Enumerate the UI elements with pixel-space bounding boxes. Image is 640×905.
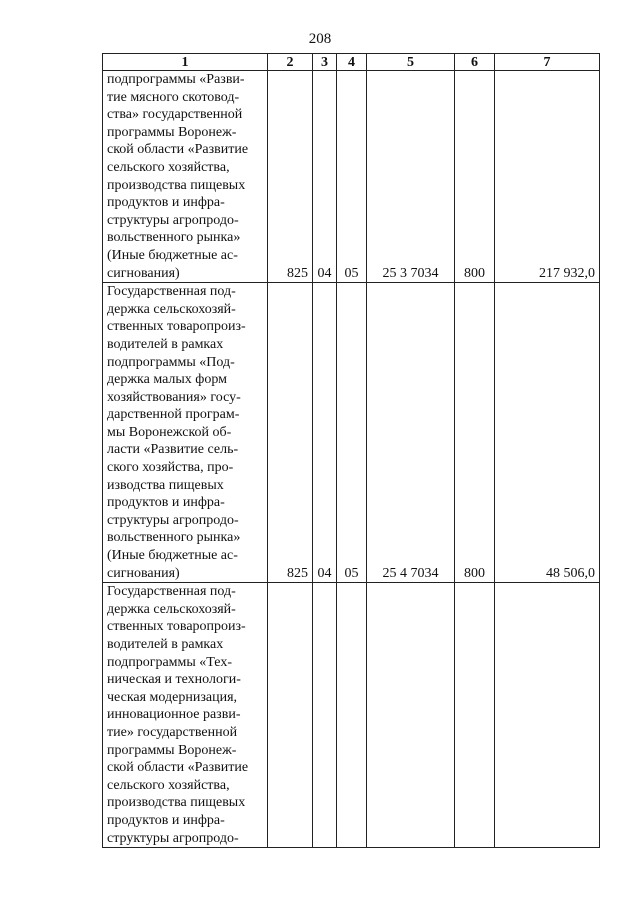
desc-line: изводства пищевых <box>107 477 224 493</box>
pr-cell: 05 <box>337 71 367 283</box>
desc-line: ческая модернизация, <box>107 689 238 705</box>
table-row <box>103 71 600 283</box>
desc-line: водителей в рамках <box>107 336 224 352</box>
col-header-6: 6 <box>455 54 495 71</box>
col-header-2: 2 <box>268 54 313 71</box>
desc-line: ственных товаропроиз- <box>107 619 246 635</box>
desc-line: сигнования) <box>107 565 180 581</box>
desc-line: сельского хозяйства, <box>107 159 230 175</box>
desc-line: сельского хозяйства, <box>107 777 230 793</box>
desc-line: вольственного рынка» <box>107 230 241 246</box>
desc-line: держка сельскохозяй- <box>107 601 236 617</box>
row-description <box>103 583 268 848</box>
rz-cell: 04 <box>313 71 337 283</box>
header-row <box>103 54 600 71</box>
desc-line: подпрограммы «Тех- <box>107 654 232 670</box>
col-header-1: 1 <box>103 54 268 71</box>
desc-line: (Иные бюджетные ас- <box>107 247 238 263</box>
sum-cell: 217 932,0 <box>495 71 600 283</box>
csr-cell: 25 3 7034 <box>367 71 455 283</box>
desc-line: ской области «Развитие <box>107 142 249 158</box>
vr-cell <box>455 583 495 848</box>
desc-line: хозяйствования» госу- <box>107 389 241 405</box>
desc-line: инновационное разви- <box>107 707 241 723</box>
desc-line: ства» государственной <box>107 107 243 123</box>
desc-line: Государственная под- <box>107 584 236 600</box>
desc-line: держка малых форм <box>107 372 228 388</box>
desc-line: сигнования) <box>107 265 180 281</box>
csr-cell <box>367 583 455 848</box>
desc-line: программы Воронеж- <box>107 742 237 758</box>
desc-line: подпрограммы «Под- <box>107 354 235 370</box>
col-header-3: 3 <box>313 54 337 71</box>
desc-line: тие» государственной <box>107 724 238 740</box>
col-header-7: 7 <box>495 54 600 71</box>
pr-cell <box>337 583 367 848</box>
desc-line: вольственного рынка» <box>107 530 241 546</box>
budget-table <box>102 53 600 848</box>
desc-line: мы Воронежской об- <box>107 424 232 440</box>
desc-line: держка сельскохозяй- <box>107 301 236 317</box>
row-description <box>103 71 268 283</box>
sum-cell: 48 506,0 <box>495 283 600 583</box>
desc-line: структуры агропродо- <box>107 830 239 846</box>
csr-cell: 25 4 7034 <box>367 283 455 583</box>
vr-cell: 800 <box>455 283 495 583</box>
desc-line: структуры агропродо- <box>107 212 239 228</box>
rz-cell <box>313 583 337 848</box>
desc-line: ственных товаропроиз- <box>107 319 246 335</box>
desc-line: программы Воронеж- <box>107 124 237 140</box>
sum-cell <box>495 583 600 848</box>
col-header-5: 5 <box>367 54 455 71</box>
col-header-4: 4 <box>337 54 367 71</box>
page-number: 208 <box>308 31 332 47</box>
desc-line: продуктов и инфра- <box>107 812 225 828</box>
desc-line: ской области «Развитие <box>107 760 249 776</box>
desc-line: водителей в рамках <box>107 637 224 652</box>
grbs-cell <box>268 583 313 848</box>
desc-line: структуры агропродо- <box>107 512 239 528</box>
desc-line: продуктов и инфра- <box>107 495 225 511</box>
desc-line: ническая и технологи- <box>107 672 241 688</box>
pr-cell: 05 <box>337 283 367 583</box>
vr-cell: 800 <box>455 71 495 283</box>
desc-line: (Иные бюджетные ас- <box>107 548 238 564</box>
desc-line: продуктов и инфра- <box>107 195 225 211</box>
desc-line: ласти «Развитие сель- <box>107 442 239 458</box>
desc-line: производства пищевых <box>107 177 246 193</box>
grbs-cell: 825 <box>268 71 313 283</box>
desc-line: тие мясного скотовод- <box>107 89 240 105</box>
desc-line: Государственная под- <box>107 284 236 300</box>
desc-line: дарственной програм- <box>107 407 240 423</box>
grbs-cell: 825 <box>268 283 313 583</box>
rz-cell: 04 <box>313 283 337 583</box>
desc-line: производства пищевых <box>107 795 246 811</box>
row-description <box>103 283 268 583</box>
desc-line: подпрограммы «Разви- <box>107 72 245 87</box>
table-row <box>103 583 600 848</box>
desc-line: ского хозяйства, про- <box>107 460 234 476</box>
table-row <box>103 283 600 583</box>
